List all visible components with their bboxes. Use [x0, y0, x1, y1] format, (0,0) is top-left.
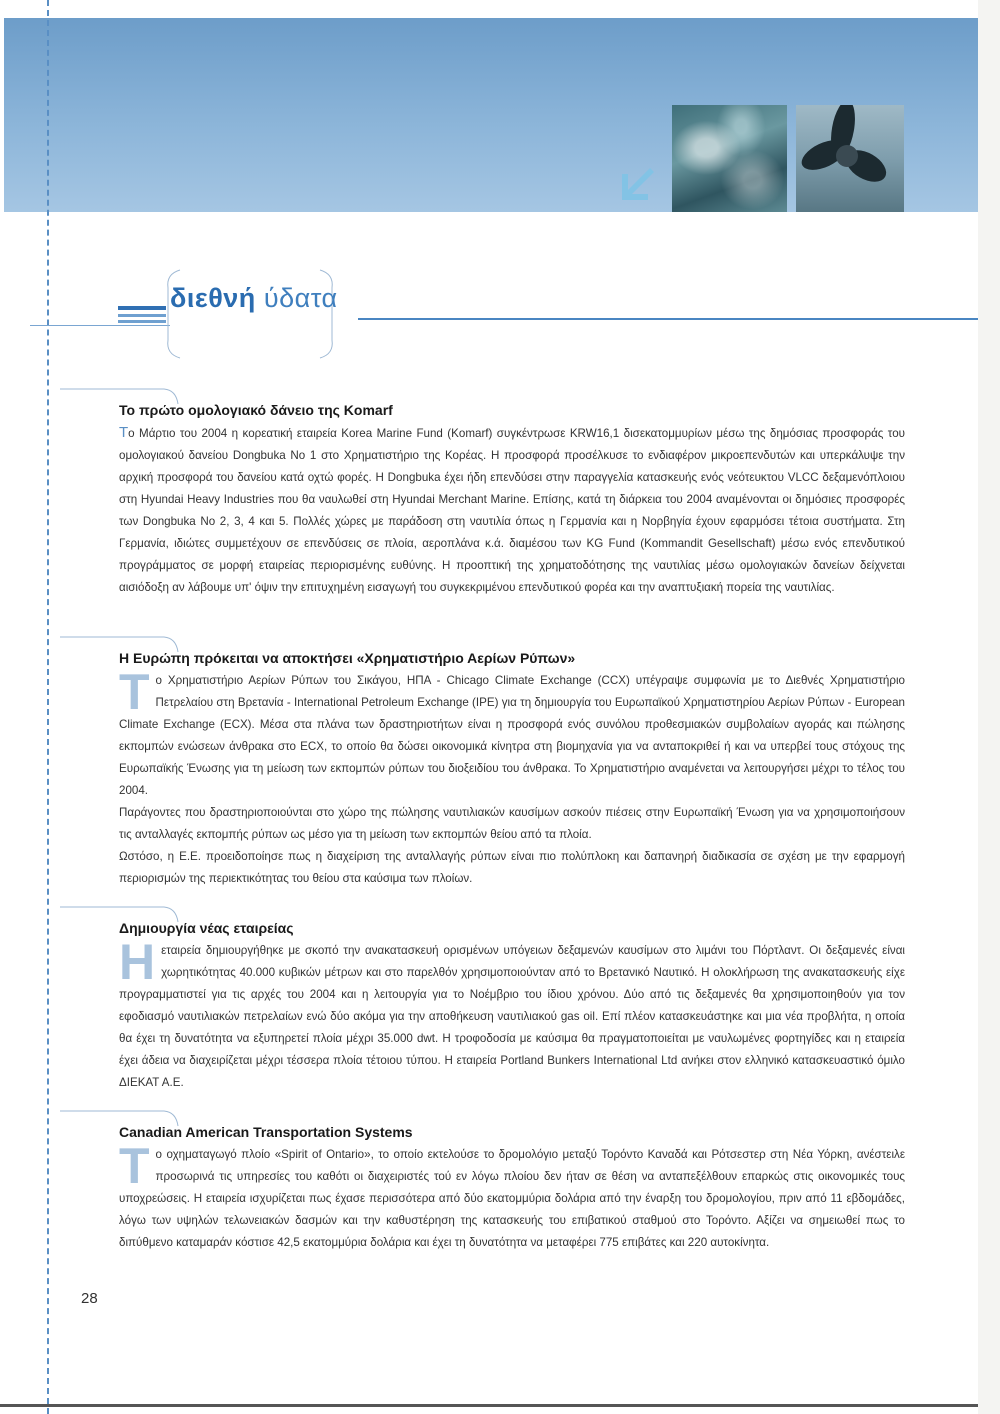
title-bold-word: διεθνή — [170, 283, 256, 313]
section-komarf — [119, 402, 905, 599]
paragraph-text: ο Χρηματιστήριο Αερίων Ρύπων του Σικάγου, ΗΠΑ - Chicago Climate Exchange (CCX) υπέγραψε συμφωνία με το Διεθνές Χρηματιστήριο Πετρελαίου στη Βρετανία - International Petroleum Exchange (IPE) για τη δημιουργία του Ευρωπαϊκού Χρηματιστηρίου Αερίων Ρύπων - European Climate Exchange (ECX). Μέσα στα πλάνα των δραστηριοτήτων είναι η προσφορά ενός συνόλου προθεσμιακών συμβολαίων αγοράς και πώλησης εκπομπών ενώσεων άνθρακα στο ECX, το οποίο θα δώσει οικονομικά κίνητρα στη βιομηχανία για να ανταποκριθεί ή και να υπερβεί τους στόχους της Ευρωπαϊκής Ένωσης για τη μείωση των εκπομπών ρύπων του διοξειδίου του άνθρακα. Το Χρηματιστήριο αναμένεται να λειτουργήσει μέχρι το τέλος του 2004. — [119, 674, 905, 797]
paragraph-text: ο Μάρτιο του 2004 η κορεατική εταιρεία Korea Marine Fund (Komarf) συγκέντρωσε KRW16,1 δισεκατομμυρίων μέσω της δημόσιας προσφοράς του ομολογιακού δανείου Dongbuka No 1 στο Χρηματιστήριο της Κορέας. Η προσφορά προσέλκυσε το ενδιαφέρον μικροεπενδυτών και υπερκάλυψε την αρχική προσφορά του δανείου κατά οχτώ φορές. Η Dongbuka έχει ήδη επενδύσει στην παραγγελία κατασκευής ενός νεότευκτου VLCC δεξαμενόπλοιου στη Hyundai Heavy Industries που θα ναυλωθεί στη Hyundai Merchant Marine. Επίσης, κατά τη διάρκεια του 2004 αναμένονται οι δημόσιες προσφορές των Dongbuka No 2, 3, 4 και 5. Πολλές χώρες με παράδοση στη ναυτιλία όπως η Γερμανία και η Νορβηγία έχουν εφαρμόσει τέτοια συστήματα. Στη Γερμανία, ιδιώτες συμμετέχουν σε επενδύσεις σε πλοία, αεροπλάνα κ.ά. διαμέσου των KG Fund (Kommandit Gesellschaft) μέσω ενός επενδυτικού προγράμματος σε μορφή εταιρείας περιορισμένης ευθύνης. Η προοπτική της χρηματοδότησης της ναυτιλίας μέσω ομολογιακών δανείων δείχνεται αισιόδοξη αν λάβουμε υπ' όψιν την επιτυχημένη εισαγωγή του συγκεκριμένου επενδυτικού φορέα και την αναπτυξιακή πορεία της ναυτιλίας. — [119, 427, 905, 594]
section-heading: Η Ευρώπη πρόκειται να αποκτήσει «Χρηματιστήριο Αερίων Ρύπων» — [119, 650, 576, 666]
section-emissions-exchange — [119, 650, 905, 890]
title-rule-left — [30, 325, 170, 326]
paragraph: Παράγοντες που δραστηριοποιούνται στο χώρο της πώλησης ναυτιλιακών καυσίμων ασκούν πιέσεις στην Ευρωπαϊκή Ένωση για να χρησιμοποιήσουν τις ανταλλαγές εκπομπής ρύπων ως μέσο για τη μείωση των εκπομπών θείου από τα πλοία. — [119, 806, 905, 841]
sea-waves-photo — [672, 105, 787, 212]
drop-cap: Τ — [119, 1138, 150, 1194]
section-canadian-american — [119, 1124, 905, 1254]
section-heading: Δημιουργία νέας εταιρείας — [119, 920, 294, 936]
paragraph — [119, 1138, 905, 1254]
paragraph-text: ο οχηματαγωγό πλοίο «Spirit of Ontario», το οποίο εκτελούσε το δρομολόγιο μεταξύ Τορόντο Καναδά και Ρότσεστερ στη Νέα Υόρκη, ανέστειλε προσωρινά τις υπηρεσίες του καθότι οι διαχειριστές τού εν λόγω πλοίου δεν ήταν σε θέση να ανταπεξέλθουν επαρκώς στις οικονομικές τους υποχρεώσεις. Η εταιρεία ισχυρίζεται πως έχασε περισσότερα από δύο εκατομμύρια δολάρια από την έναρξη του δρομολογίου, πριν από 11 εβδομάδες, λόγω των υψηλών τελωνειακών δασμών και την καθυστέρηση της κατασκευής του επιβατικού σταθμού στο Τορόντο. Αξίζει να σημειωθεί πως το διπύθμενο καταμαράν κόστισε 42,5 εκατομμύρια δολάρια και έχει τη δυνατότητα να μεταφέρει 775 επιβάτες και 220 αυτοκίνητα. — [119, 1148, 905, 1249]
ship-propeller-photo — [796, 105, 904, 212]
section-body — [119, 664, 905, 890]
title-bracket-left — [158, 268, 182, 360]
bottom-rule — [0, 1404, 978, 1407]
section-body — [119, 934, 905, 1094]
drop-cap: Τ — [119, 424, 129, 441]
paragraph — [119, 664, 905, 802]
arrow-down-left-icon — [620, 166, 656, 202]
paragraph-text: εταιρεία δημιουργήθηκε με σκοπό την ανακατασκευή ορισμένων υπόγειων δεξαμενών καυσίμων στο λιμάνι του Πόρτλαντ. Οι δεξαμενές είναι χωρητικότητας 40.000 κυβικών μέτρων και στο παρελθόν χρησιμοποιούνταν από το Βρετανικό Ναυτικό. Η ολοκλήρωση της ανακατασκευής είχε προγραμματιστεί για τις αρχές του 2004 και η λειτουργία για το Νοέμβριο του ίδιου χρόνου. Δύο από τις δεξαμενές θα χρησιμοποιηθούν για τον εφοδιασμό ναυτιλιακών πετρελαίων ενώ δύο ακόμα για την αποθήκευση ναυτιλιακού gas oil. Επί πλέον κατασκευάστηκε και μια νέα προβλήτα, η οποία θα έχει τη δυνατότητα να εξυπηρετεί πλοία μέχρι 35.000 dwt. Η τροφοδοσία με καύσιμα θα πραγματοποιείται με ναυλωμένες φορτηγίδες και η εταιρεία έχει άδεια να διαχειρίζεται μέχρι τέσσερα πλοία τέτοιου τύπου. Η εταιρεία Portland Bunkers International Ltd ανήκει στον ελληνικό κατασκευαστικό όμιλο ΔΙΕΚΑΤ Α.Ε. — [119, 944, 905, 1089]
section-heading: Το πρώτο ομολογιακό δάνειο της Komarf — [119, 402, 393, 418]
margin-dashed-line — [47, 0, 49, 1414]
section-body — [119, 1138, 905, 1254]
section-heading: Canadian American Transportation Systems — [119, 1124, 413, 1140]
title-rule-right — [358, 318, 978, 320]
drop-cap: Τ — [119, 664, 150, 720]
title-light-word: ύδατα — [263, 283, 338, 313]
paragraph: Ωστόσο, η Ε.Ε. προειδοποίησε πως η διαχείριση της ανταλλαγής ρύπων είναι πιο πολύπλοκη και δαπανηρή διαδικασία σε σχέση με την εφαρμογή περιορισμών της περιεκτικότητας του θείου στα καύσιμα των πλοίων. — [119, 850, 905, 885]
section-body — [119, 422, 905, 599]
paragraph — [119, 934, 905, 1094]
drop-cap: Η — [119, 934, 156, 990]
paragraph — [119, 422, 905, 599]
page-number: 28 — [81, 1290, 98, 1307]
title-bracket-right — [318, 268, 342, 360]
section-new-company — [119, 920, 905, 1094]
page-title — [170, 283, 338, 314]
